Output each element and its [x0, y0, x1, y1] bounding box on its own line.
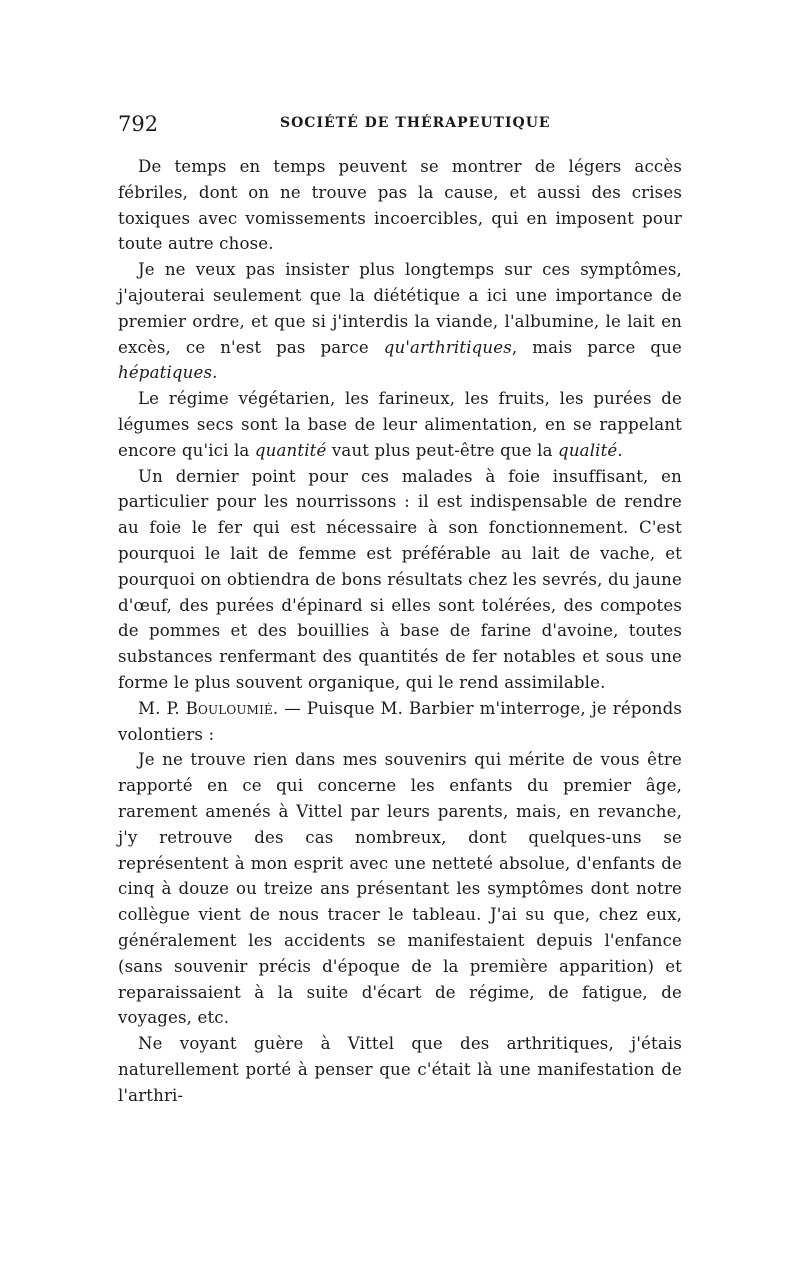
- paragraph-2-italic-2: hépatiques.: [118, 363, 218, 383]
- body-text: [118, 154, 682, 1108]
- paragraph-2-italic-1: qu'arthritiques: [383, 337, 512, 357]
- paragraph-3-italic-1: quantité: [254, 440, 327, 460]
- paragraph-2: [118, 257, 682, 386]
- speaker-name: M. P. Bouloumié.: [138, 698, 279, 718]
- paragraph-5: [118, 696, 682, 748]
- paragraph-3: [118, 386, 682, 463]
- page-number: 792: [118, 112, 159, 136]
- paragraph-3-text-a: Le régime végétarien, les farineux, les fruits, les purées de légumes secs sont la base de leur alimentation, en se rappelant encore qu'ici la: [118, 389, 682, 460]
- paragraph-3-italic-2: qualité.: [558, 440, 623, 460]
- paragraph-2-text-a: Je ne veux pas insister plus longtemps sur ces symptômes, j'ajouterai seulement que la diététique a ici une importance de premier ordre, et que si j'interdis la viande, l'albumine, le lait en excès, ce n'est pas parce: [118, 260, 682, 357]
- paragraph-4: Un dernier point pour ces malades à foie insuffisant, en particulier pour les nourrissons : il est indispensable de rendre au foie le fer qui est nécessaire à son fonctionnement. C'est pourquoi le lait de femme est préférable au lait de vache, et pourquoi on obtiendra de bons résultats chez les sevrés, du jaune d'œuf, des purées d'épinard si elles sont tolérées, des compotes de pommes et des bouillies à base de farine d'avoine, toutes substances renfermant des quantités de fer notables et sous une forme le plus souvent organique, qui le rend assimilable.: [118, 466, 682, 692]
- paragraph-5-text: — Puisque M. Barbier m'interroge, je réponds volontiers :: [118, 698, 683, 744]
- page-header: [118, 112, 682, 142]
- running-head: SOCIÉTÉ DE THÉRAPEUTIQUE: [280, 115, 551, 131]
- paragraph-1: De temps en temps peuvent se montrer de légers accès fébriles, dont on ne trouve pas la cause, et aussi des crises toxiques avec vomissements incoercibles, qui en imposent pour toute autre chose.: [118, 157, 682, 254]
- paragraph-3-text-b: vaut plus peut-être que la: [326, 440, 559, 460]
- book-page: [118, 112, 682, 1108]
- paragraph-7: Ne voyant guère à Vittel que des arthritiques, j'étais naturellement porté à penser que c'était là une manifestation de l'arthri-: [118, 1034, 682, 1105]
- paragraph-6: Je ne trouve rien dans mes souvenirs qui mérite de vous être rapporté en ce qui concerne les enfants du premier âge, rarement amenés à Vittel par leurs parents, mais, en revanche, j'y retrouve des cas nombreux, dont quelques-uns se représentent à mon esprit avec une netteté absolue, d'enfants de cinq à douze ou treize ans présentant les symptômes dont notre collègue vient de nous tracer le tableau. J'ai su que, chez eux, généralement les accidents se manifestaient depuis l'enfance (sans souvenir précis d'époque de la première apparition) et reparaissaient à la suite d'écart de régime, de fatigue, de voyages, etc.: [118, 750, 682, 1028]
- paragraph-2-text-b: , mais parce que: [511, 337, 682, 357]
